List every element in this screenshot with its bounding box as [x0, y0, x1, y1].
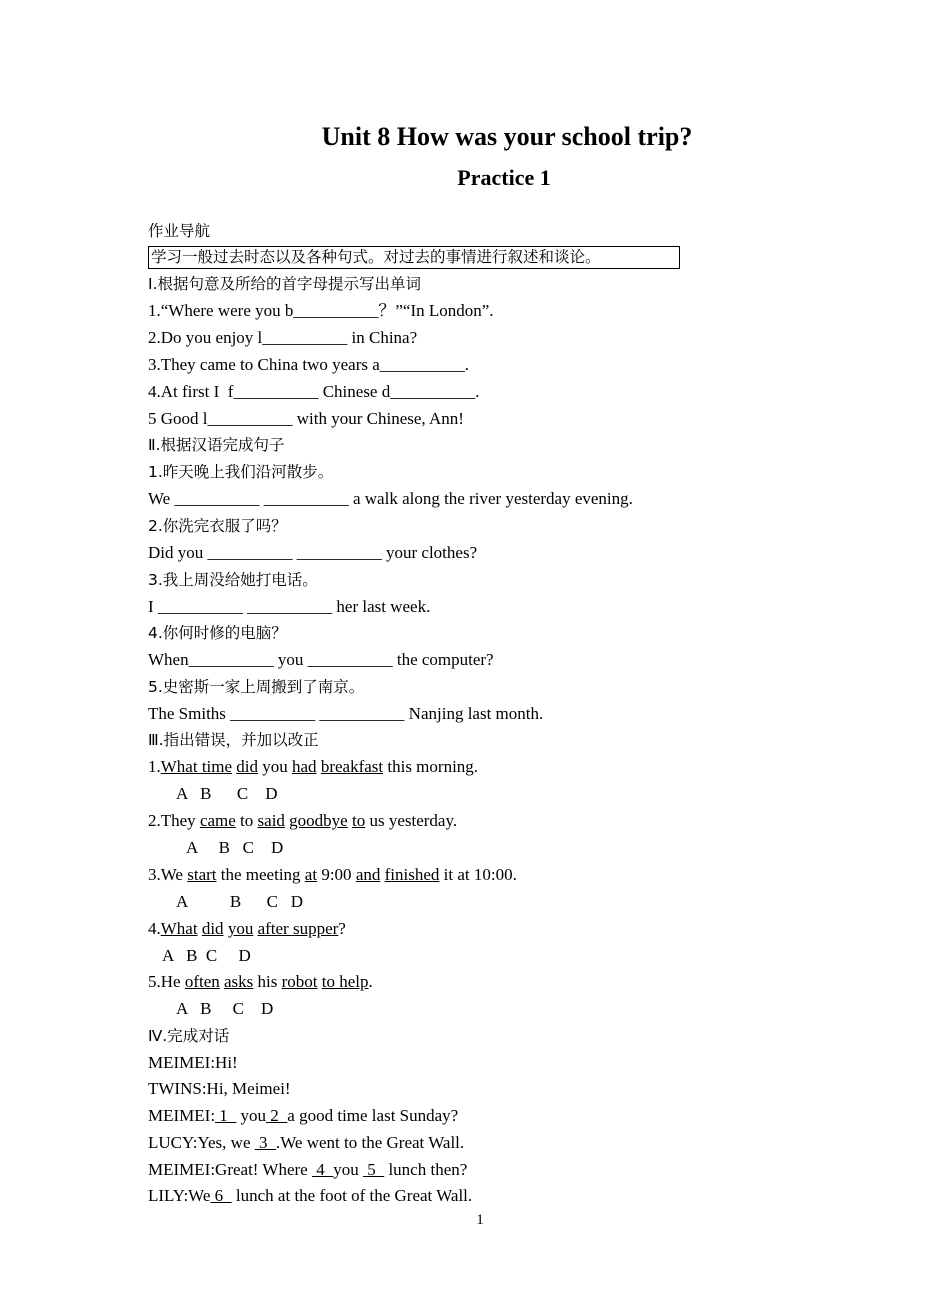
- section2-chinese: 2.你洗完衣服了吗？: [148, 517, 287, 535]
- section2-english: The Smiths __________ __________ Nanjing last month.: [148, 704, 544, 723]
- section2-heading: Ⅱ.根据汉语完成句子: [148, 436, 285, 454]
- blank-4: 4: [311, 1160, 334, 1179]
- dialogue-line: MEIMEI:Great! Where 4 you 5 lunch then?: [148, 1160, 468, 1179]
- blank-6: 6: [210, 1186, 232, 1205]
- section1-item: 2.Do you enjoy l__________ in China?: [148, 328, 418, 347]
- error-question-4: 4.What did you after supper?: [148, 919, 346, 938]
- dialogue-line: LILY:We 6 lunch at the foot of the Great Wall.: [148, 1186, 473, 1205]
- nav-box-text: 学习一般过去时态以及各种句式。对过去的事情进行叙述和谈论。: [151, 248, 601, 266]
- section2-english: Did you __________ __________ your clothes?: [148, 543, 478, 562]
- option-letters: A B C D: [162, 946, 251, 965]
- blank-3: 3: [254, 1133, 276, 1152]
- dialogue-line: MEIMEI: 1 you 2 a good time last Sunday?: [148, 1106, 459, 1125]
- dialogue-line: TWINS:Hi, Meimei!: [148, 1079, 291, 1098]
- blank-2: 2: [266, 1106, 288, 1125]
- blank-5: 5: [362, 1160, 385, 1179]
- section2-english: I __________ __________ her last week.: [148, 597, 431, 616]
- section2-english: We __________ __________ a walk along the river yesterday evening.: [148, 489, 633, 508]
- blank-1: 1: [215, 1106, 237, 1125]
- section1-item: 5 Good l__________ with your Chinese, Ann!: [148, 409, 464, 428]
- section2-chinese: 1.昨天晚上我们沿河散步。: [148, 463, 334, 481]
- option-letters: A B C D: [186, 838, 284, 857]
- error-question-3: 3.We start the meeting at 9:00 and finished it at 10:00.: [148, 865, 517, 884]
- section4-heading: Ⅳ.完成对话: [148, 1027, 230, 1045]
- page-title: Unit 8 How was your school trip?: [321, 122, 693, 151]
- dialogue-line: LUCY:Yes, we 3 .We went to the Great Wall.: [148, 1133, 465, 1152]
- section2-chinese: 4.你何时修的电脑？: [148, 624, 287, 642]
- option-letters: A B C D: [176, 892, 304, 911]
- section1-item: 3.They came to China two years a__________.: [148, 355, 470, 374]
- section3-heading: Ⅲ.指出错误，并加以改正: [148, 731, 319, 749]
- option-letters: A B C D: [176, 999, 274, 1018]
- option-letters: A B C D: [176, 784, 278, 803]
- section1-item: 4.At first I f__________ Chinese d__________.: [148, 382, 480, 401]
- error-question-2: 2.They came to said goodbye to us yesterday.: [148, 811, 458, 830]
- section2-chinese: 5.史密斯一家上周搬到了南京。: [148, 678, 365, 696]
- nav-heading: 作业导航: [148, 222, 211, 240]
- section2-chinese: 3.我上周没给她打电话。: [148, 571, 318, 589]
- error-question-5: 5.He often asks his robot to help.: [148, 972, 373, 991]
- section2-english: When__________ you __________ the computer?: [148, 650, 494, 669]
- page-subtitle: Practice 1: [457, 165, 551, 190]
- page-number: 1: [476, 1212, 484, 1228]
- dialogue-line: MEIMEI:Hi!: [148, 1053, 238, 1072]
- section1-item: 1.“Where were you b__________？”“In London”.: [148, 301, 494, 320]
- section1-heading: Ⅰ.根据句意及所给的首字母提示写出单词: [148, 275, 421, 293]
- error-question-1: 1.What time did you had breakfast this morning.: [148, 757, 479, 776]
